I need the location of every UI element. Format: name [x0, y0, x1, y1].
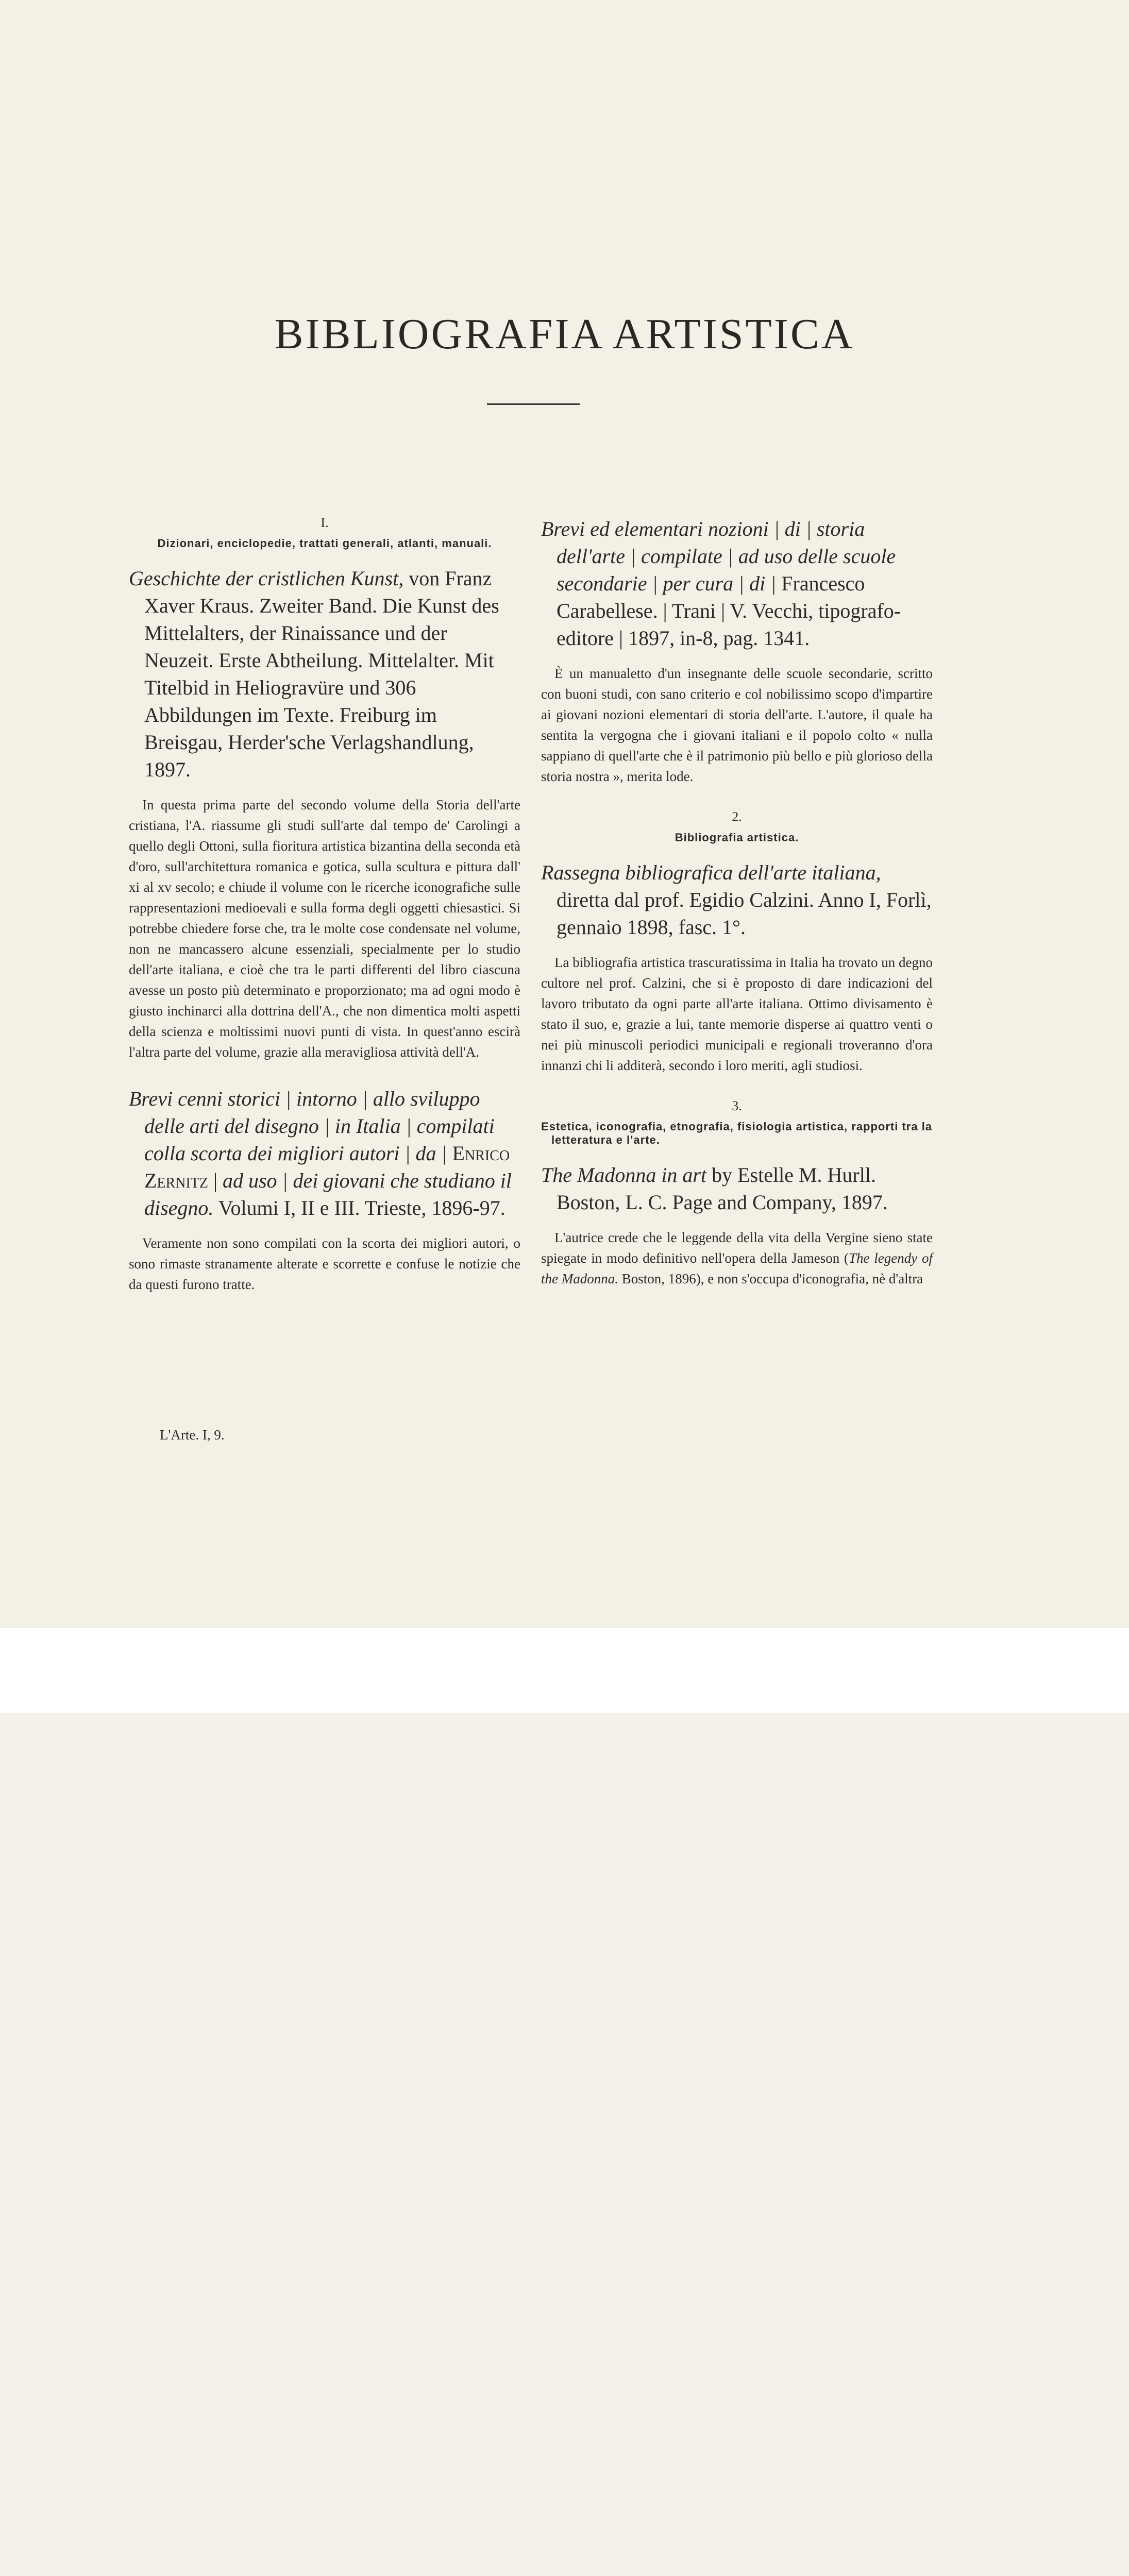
- entry-title: The Madonna in art: [541, 1163, 707, 1187]
- entry-review: È un manualetto d'un insegnante delle scuole secondarie, scritto con buoni studi, con sano criterio e col nobilissimo scopo d'impartire ai giovani nozioni elementari di storia dell'arte. L'autore, il quale ha sentita la vergogna che i giovani italiani e il popolo colto « nulla sappiano di quell'arte che è il patrimonio più bello e più glorioso della storia nostra », merita lode.: [541, 666, 933, 784]
- entry-details: Francesco Carabellese. | Trani | V. Vecchi, tipografo-editore | 1897, in-8, pag. 1341.: [557, 572, 901, 650]
- entry-review: La bibliografia artistica trascuratissima in Italia ha trovato un degno cultore nel prof. Calzini, che si è proposto di dare indicazioni del lavoro tributato da ogni parte all'arte italiana. Ottimo divisamento è stato il suo, e, grazie a lui, tante memorie disperse ai quattro venti o nei più minuscoli periodici municipali e regionali troveranno d'ora innanzi chi li additerà, secondo i loro meriti, agli studiosi.: [541, 955, 933, 1073]
- entry-review: Veramente non sono compilati con la scorta dei migliori autori, o sono rimaste stranamente alterate e scorrette e confuse le notizie che da questi furono tratte.: [129, 1235, 520, 1292]
- review-text: Boston, 1896), e non s'occupa d'iconografia, nè d'altra: [618, 1271, 923, 1286]
- page-title: BIBLIOGRAFIA ARTISTICA: [274, 310, 855, 358]
- section-number: I.: [321, 515, 329, 530]
- section-number: 2.: [732, 809, 742, 824]
- bibliography-entry: [541, 1161, 933, 1216]
- entry-title: Geschichte der cristlichen Kunst,: [129, 567, 404, 590]
- entry-title: Brevi ed elementari nozioni | di | storia dell'arte | compilate | ad uso delle scuole secondarie | per cura | di |: [541, 517, 896, 595]
- section-number: 3.: [732, 1098, 742, 1113]
- entry-author: Enrico Zernitz |: [144, 1142, 510, 1192]
- entry-title-continued: ad uso | dei giovani che studiano il disegno.: [144, 1169, 512, 1219]
- page-footnote: L'Arte. I, 9.: [160, 1427, 225, 1443]
- entry-title: Rassegna bibliografica dell'arte italiana,: [541, 861, 881, 884]
- bibliography-entry: [541, 515, 933, 652]
- entry-details: von Franz Xaver Kraus. Zweiter Band. Die Kunst des Mittelalters, der Rinaissance und der Neuzeit. Erste Abtheilung. Mittelalter. Mit Titelbid in Heliogravüre und 306 Abbildungen im Texte. Freiburg im Breisgau, Herder'sche Verlagshandlung, 1897.: [144, 567, 499, 781]
- bibliography-entry: [129, 565, 520, 783]
- title-rule: [487, 403, 580, 405]
- entry-review: In questa prima parte del secondo volume della Storia dell'arte cristiana, l'A. riassume gli studi sull'arte dal tempo de' Carolingi a quello degli Ottoni, sulla fioritura artistica bizantina della seconda età d'oro, sull'architettura romanica e gotica, sulla scultura e pittura dall' xi al xv secolo; e chiude il volume con le ricerche iconografiche sulle rappresentazioni medioevali e sulla forma degli oggetti chiesastici. Si potrebbe chiedere forse che, tra le molte cose condensate nel volume, non ne mancassero alcune essenziali, specialmente per lo studio dell'arte italiana, e cioè che tra le parti differenti del libro ciascuna avesse un posto più determinato e proporzionato; ma ad ogni modo è giusto inchinarci alla dottrina dell'A., che non dimentica molti aspetti della scienza e moltissimi nuovi punti di vista. In quest'anno escirà l'altra parte del volume, grazie alla meravigliosa attività dell'A.: [129, 797, 520, 1060]
- review-text: L'autrice crede che le leggende della vita della Vergine sieno state spiegate in modo definitivo nell'opera della Jameson (: [541, 1230, 933, 1266]
- bibliography-entry: [129, 1085, 520, 1222]
- bibliography-entry: [541, 859, 933, 941]
- entry-title: Brevi cenni storici | intorno | allo sviluppo delle arti del disegno | in Italia | compilati colla scorta dei migliori autori | da |: [129, 1087, 495, 1165]
- right-column: [541, 515, 933, 1312]
- digitization-footer: [0, 1628, 1129, 1713]
- entry-review: [541, 1227, 933, 1289]
- section-heading: Bibliografia artistica.: [675, 831, 799, 844]
- review-italic-title: The legendy of the Madonna.: [541, 1250, 933, 1286]
- entry-details: by Estelle M. Hurll. Boston, L. C. Page and Company, 1897.: [557, 1163, 888, 1214]
- section-heading: Estetica, iconografia, etnografia, fisiologia artistica, rapporti tra la letteratura e l'arte.: [541, 1120, 933, 1146]
- left-column: [129, 515, 520, 1317]
- section-heading: Dizionari, enciclopedie, trattati generali, atlanti, manuali.: [157, 537, 492, 550]
- entry-details: Volumi I, II e III. Trieste, 1896-97.: [213, 1196, 505, 1219]
- entry-details: diretta dal prof. Egidio Calzini. Anno I, Forlì, gennaio 1898, fasc. 1°.: [557, 888, 932, 939]
